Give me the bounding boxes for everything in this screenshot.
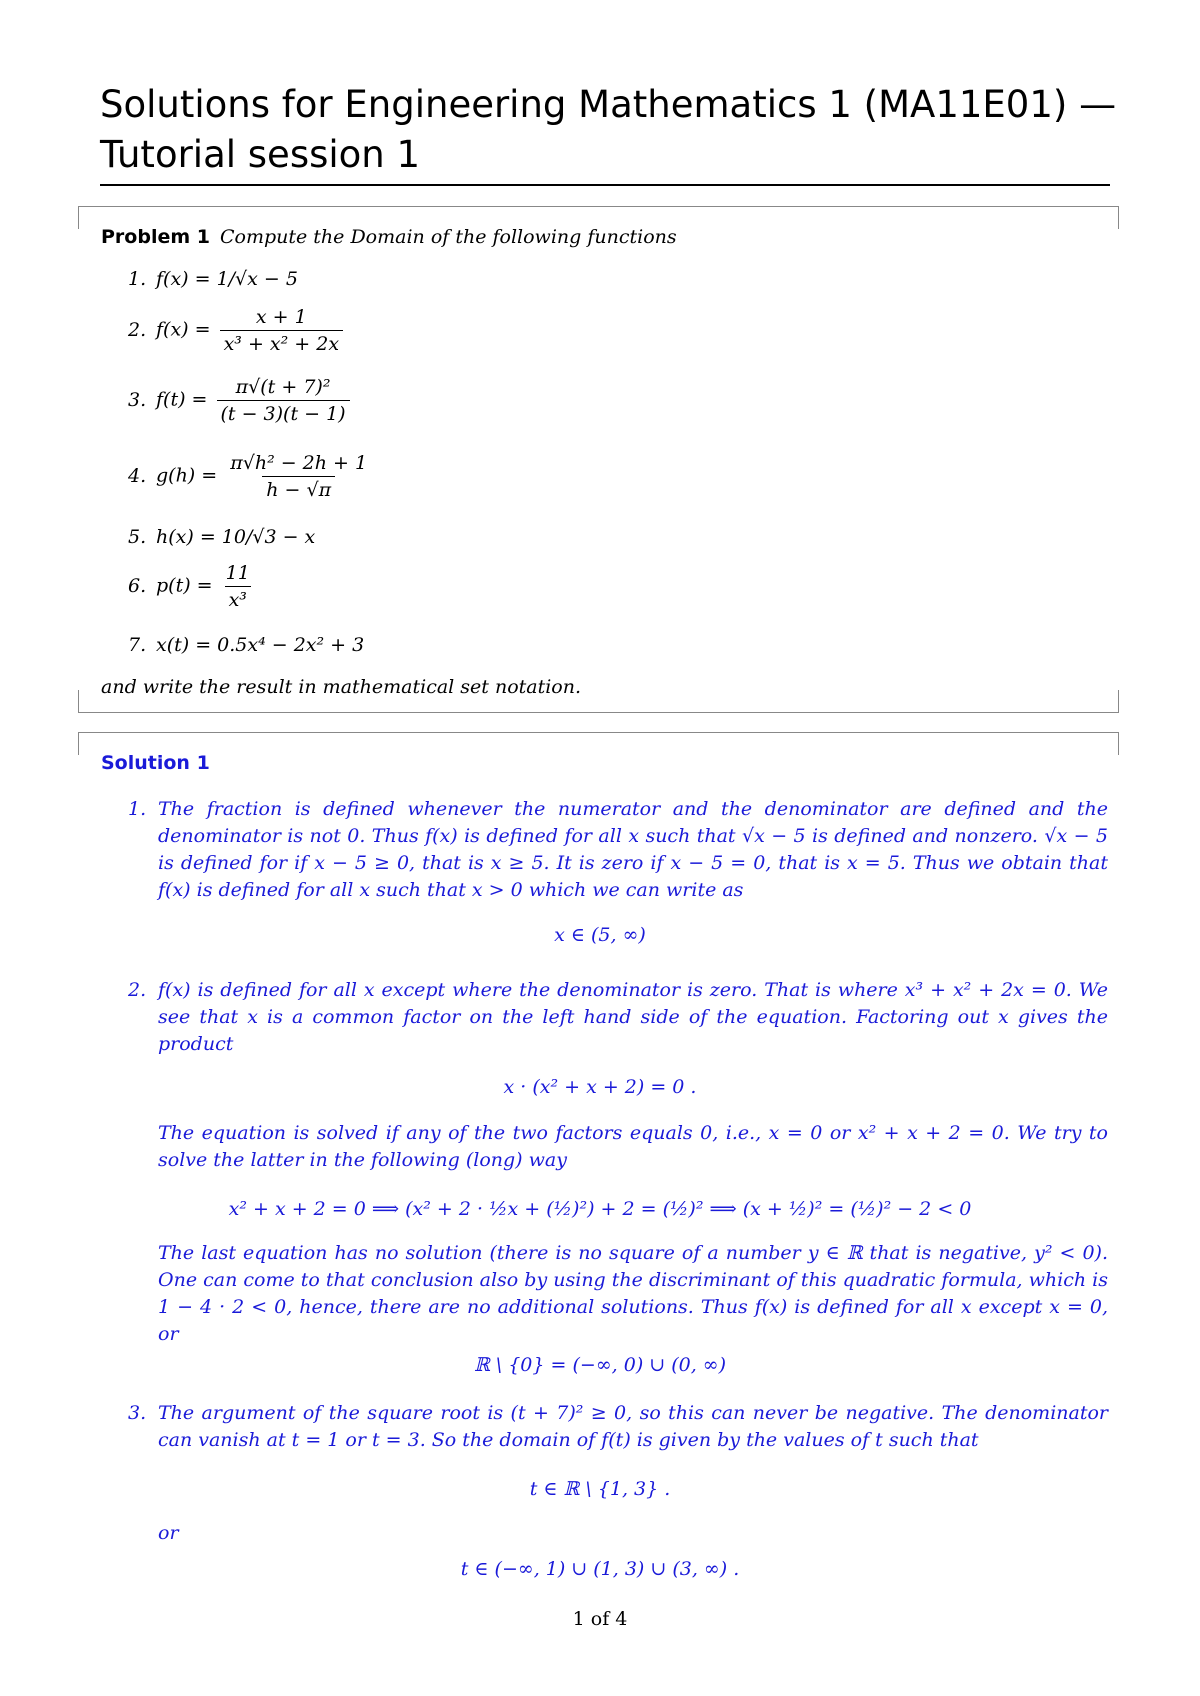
fraction: $\frac{x + 1}{\text{x³ + x² + 2x}}$ <box>220 306 343 355</box>
page-number: 1 of 4 <box>572 1608 628 1630</box>
fraction: $\frac{11}{\text{x³}}$ <box>225 562 250 611</box>
problem-heading <box>101 226 677 248</box>
fraction: $\frac{\text{π√(t + 7)²}}{(t - 3)(t - 1)}$ <box>217 376 350 425</box>
solution-2-result: ℝ \ {0} = (−∞, 0) ∪ (0, ∞) <box>473 1354 727 1376</box>
problem-item-4: 4. g(h) = $\frac{\text{π√h² − 2h + 1}}{h - √\pi}$ <box>128 452 374 501</box>
problem-item-6: 6. p(t) = $\frac{11}{\text{x³}}$ <box>128 562 257 611</box>
problem-item-3: 3. f(t) = $\frac{\text{π√(t + 7)²}}{(t - 3)(t - 1)}$ <box>128 376 353 425</box>
document-title <box>100 80 1117 186</box>
problem-prompt: Compute the Domain of the following functions <box>219 226 677 248</box>
solution-item-3-text: The argument of the square root is (t + 7)² ≥ 0, so this can never be negative. The denominator can vanish at t = 1 or t = 3. So the domain of f(t) is given by the values of t such that <box>158 1402 1108 1451</box>
solution-3-or: or <box>158 1522 179 1544</box>
problem-item-1: 1. f(x) = 1/√x − 5 <box>128 268 298 290</box>
solution-item-1-text: The fraction is defined whenever the numerator and the denominator are defined and the denominator is not 0. Thus f(x) is defined for all x such that √x − 5 is defined and nonzero. √x − 5 is defined for if x − 5 ≥ 0, that is x ≥ 5. It is zero if x − 5 = 0, that is x = 5. Thus we obtain that f(x) is defined for all x such that x > 0 which we can write as <box>158 798 1108 901</box>
solution-item-3-number: 3. <box>128 1402 147 1424</box>
solution-1-result: x ∈ (5, ∞) <box>554 924 646 946</box>
solution-3-result-1: t ∈ ℝ \ {1, 3} . <box>529 1478 671 1500</box>
solution-item-1-number: 1. <box>128 798 147 820</box>
solution-2-equation-2: x² + x + 2 = 0 ⟹ (x² + 2 · ½x + (½)²) + 2 = (½)² ⟹ (x + ½)² = (½)² − 2 < 0 <box>228 1198 972 1220</box>
solution-item-2-text-3: The last equation has no solution (there is no square of a number y ∈ ℝ that is negative, y² < 0). One can come to that conclusion also by using the discriminant of this quadratic formula, which is 1 − 4 · 2 < 0, hence, there are no additional solutions. Thus f(x) is defined for all x except x = 0, or <box>158 1242 1108 1345</box>
problem-item-2: 2. f(x) = $\frac{x + 1}{\text{x³ + x² + 2x}}$ <box>128 306 346 355</box>
problem-item-5: 5. h(x) = 10/√3 − x <box>128 526 316 548</box>
problem-item-7: 7. x(t) = 0.5x⁴ − 2x² + 3 <box>128 634 365 656</box>
solution-heading: Solution 1 <box>101 752 210 774</box>
problem-closing: and write the result in mathematical set notation. <box>101 676 582 698</box>
fraction: $\frac{\text{π√h² − 2h + 1}}{h - √\pi}$ <box>230 452 368 501</box>
problem-label: Problem 1 <box>101 226 210 248</box>
solution-2-equation-1: x · (x² + x + 2) = 0 . <box>503 1076 697 1098</box>
solution-item-2-number: 2. <box>128 979 147 1001</box>
title-line-1: Solutions for Engineering Mathematics 1 (MA11E01) — <box>100 83 1117 126</box>
solution-item-2-text-2: The equation is solved if any of the two factors equals 0, i.e., x = 0 or x² + x + 2 = 0. We try to solve the latter in the following (long) way <box>158 1122 1108 1171</box>
solution-3-result-2: t ∈ (−∞, 1) ∪ (1, 3) ∪ (3, ∞) . <box>460 1558 740 1580</box>
solution-item-2-text: f(x) is defined for all x except where the denominator is zero. That is where x³ + x² + 2x = 0. We see that x is a common factor on the left hand side of the equation. Factoring out x gives the product <box>158 979 1108 1055</box>
title-line-2: Tutorial session 1 <box>100 133 421 176</box>
